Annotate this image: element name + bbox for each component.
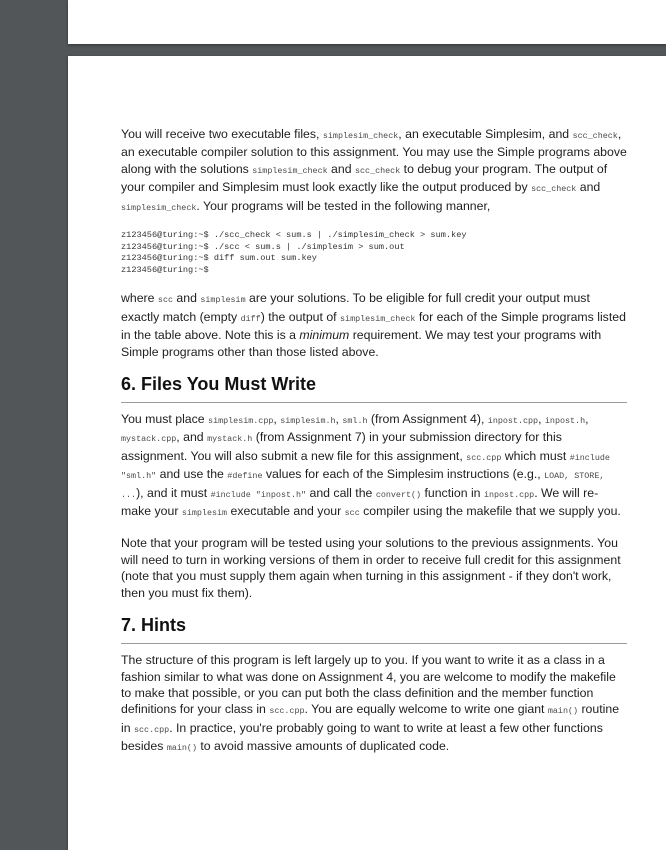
terminal-line: z123456@turing:~$ ./scc_check < sum.s | ./simplesim_check > sum.key: [121, 230, 467, 241]
text: ,: [538, 412, 545, 427]
text: , an executable Simplesim, and: [398, 127, 573, 141]
section-7-heading: 7. Hints: [121, 614, 627, 644]
text: to debug your program. The output of your compiler and Simplesim must look exactly like the output produced by: [121, 161, 608, 195]
text: You will receive two executable files,: [121, 127, 323, 141]
code-scc-check: scc_check: [572, 131, 618, 141]
text: . We will re-make your: [121, 485, 599, 519]
code-filename: mystack.h: [207, 434, 253, 445]
code-filename: simplesim.cpp: [208, 416, 274, 427]
code-define: #define: [227, 471, 263, 482]
code-instructions: LOAD, STORE, ...: [121, 471, 605, 500]
text: are your solutions. To be eligible for full credit your output must exactly match (empty: [121, 291, 590, 324]
text: and call the: [306, 485, 376, 500]
section-6-heading: 6. Files You Must Write: [121, 373, 627, 403]
text: (from Assignment 4),: [367, 412, 488, 427]
text: , and: [176, 430, 208, 445]
section-7-paragraph-1: [121, 652, 627, 756]
previous-page-bottom: [68, 0, 666, 44]
text: and: [576, 180, 601, 195]
code-filename: inpost.h: [544, 416, 586, 427]
code-function: main(): [547, 706, 579, 717]
code-include: #include "inpost.h": [210, 489, 307, 500]
code-include: #include "sml.h": [121, 452, 610, 482]
code-filename: inpost.cpp: [487, 416, 539, 427]
emphasis-minimum: minimum: [299, 328, 350, 343]
eligibility-paragraph: [121, 290, 627, 360]
text: ), and it must: [136, 485, 211, 500]
code-filename: simplesim.h: [280, 416, 336, 427]
text: ,: [273, 412, 281, 427]
code-scc: scc: [344, 508, 360, 519]
text: ) the output of: [260, 309, 341, 324]
text: (from Assignment 7) in your submission directory for this assignment. You will also submit a new file for this assignment,: [121, 430, 562, 463]
text: ,: [335, 412, 343, 427]
text: compiler using the makefile that we supply you.: [359, 504, 621, 519]
section-6-paragraph-2: Note that your program will be tested using your solutions to the previous assignments. You will need to turn in working versions of them in order to receive full credit for this assignment (note that you must supply them again when turning in this assignment - if they don't work, then you must fix them).: [121, 536, 621, 600]
text: The structure of this program is left largely up to you. If you want to write it as a class in a fashion similar to what was done on Assignment 4, you are welcome to modify the makefile to make that possible, or you can put both the class definition and the member function definitions for your class in: [121, 653, 616, 717]
code-filename: scc.cpp: [269, 706, 305, 717]
text: function in: [421, 485, 484, 500]
code-filename: scc.cpp: [466, 452, 502, 463]
code-filename: inpost.cpp: [483, 489, 535, 500]
text: and use the: [156, 467, 228, 482]
text: for each of the Simple programs listed in the table above. Note this is a: [121, 309, 626, 343]
intro-paragraph: [121, 126, 627, 216]
text: requirement. We may test your programs with Simple programs other than those listed above.: [121, 328, 602, 359]
code-filename: scc.cpp: [134, 724, 170, 735]
text: You must place: [121, 412, 209, 427]
code-filename: sml.h: [342, 416, 368, 427]
code-simplesim-check: simplesim_check: [322, 131, 399, 141]
terminal-example: [121, 230, 627, 276]
code-simplesim: simplesim: [181, 508, 228, 519]
text: values for each of the Simplesim instructions (e.g.,: [262, 467, 545, 482]
page-content: [121, 126, 627, 757]
code-scc: scc: [157, 295, 173, 306]
text: . Your programs will be tested in the following manner,: [196, 198, 491, 213]
code-filename: mystack.cpp: [121, 434, 177, 445]
code-simplesim: simplesim: [200, 295, 246, 306]
text: . You are equally welcome to write one giant: [304, 702, 548, 717]
section-6-paragraph-1: [121, 411, 627, 521]
text: routine in: [121, 702, 620, 735]
code-simplesim-check: simplesim_check: [340, 313, 416, 324]
code-function: main(): [166, 743, 197, 754]
text: and: [173, 291, 201, 306]
code-scc-check: scc_check: [531, 184, 577, 195]
text: executable and your: [227, 504, 345, 519]
code-simplesim-check: simplesim_check: [121, 202, 197, 213]
text: . In practice, you're probably going to want to write at least a few other functions besides: [121, 720, 603, 754]
text: which must: [501, 448, 570, 463]
text: ,: [585, 412, 589, 427]
document-page: [68, 56, 666, 850]
terminal-line: z123456@turing:~$: [121, 264, 209, 275]
code-simplesim-check: simplesim_check: [252, 165, 328, 176]
terminal-line: z123456@turing:~$ ./scc < sum.s | ./simplesim > sum.out: [121, 241, 405, 252]
terminal-line: z123456@turing:~$ diff sum.out sum.key: [121, 253, 317, 264]
text: where: [121, 291, 158, 306]
code-scc-check: scc_check: [355, 165, 401, 176]
text: to avoid massive amounts of duplicated code.: [196, 739, 450, 754]
text: and: [327, 161, 355, 176]
code-diff: diff: [240, 313, 261, 324]
code-function: convert(): [375, 489, 422, 500]
text: , an executable compiler solution to this assignment. You may use the Simple programs above along with the solutions: [121, 127, 627, 176]
